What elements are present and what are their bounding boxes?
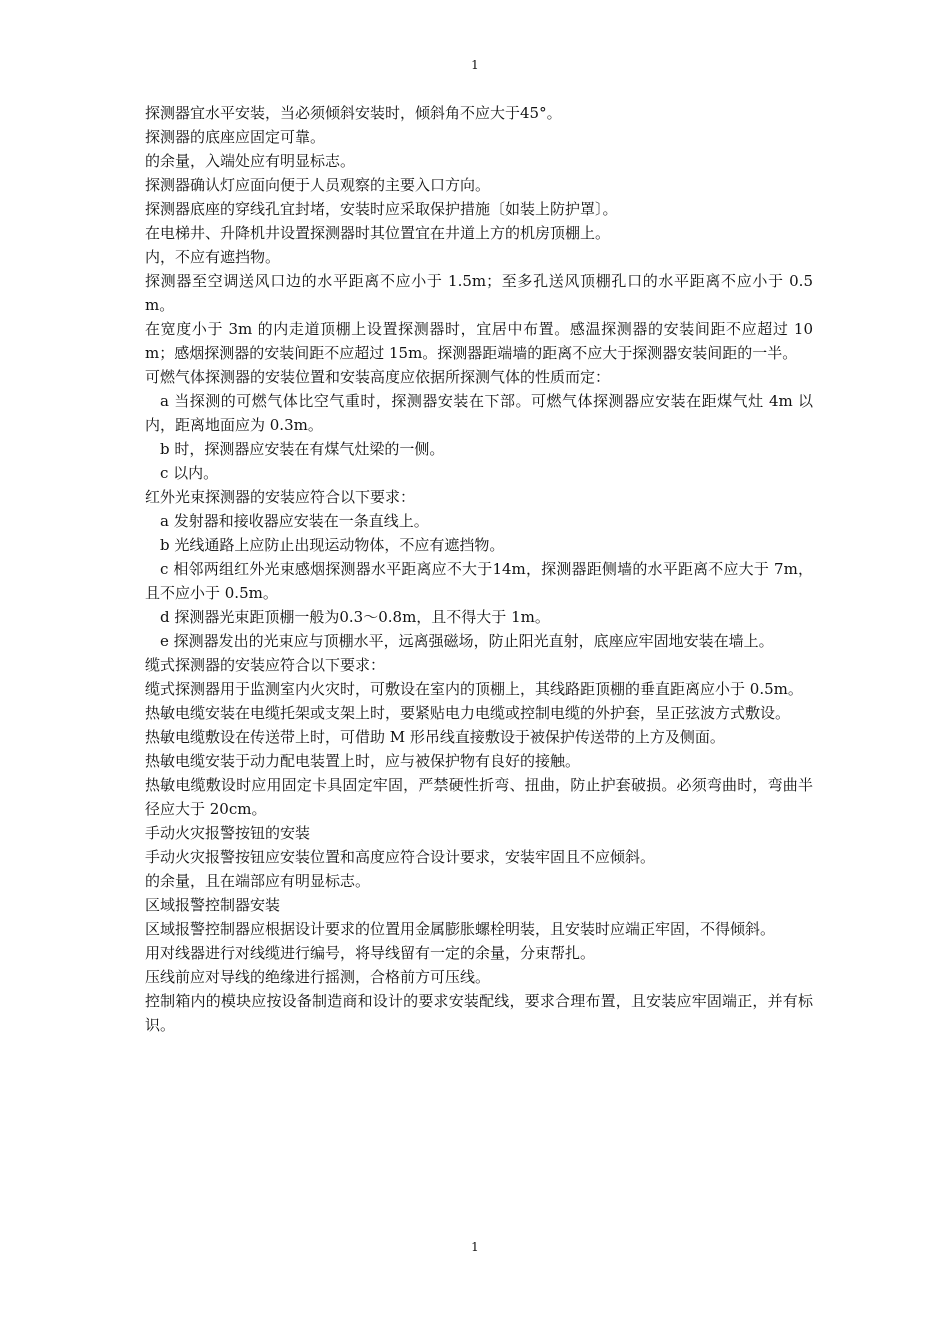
paragraph: 的余量，入端处应有明显标志。 [145, 152, 356, 170]
paragraph: e 探测器发出的光束应与顶棚水平，远离强磁场，防止阳光直射，底座应牢固地安装在墙上。 [160, 632, 774, 650]
paragraph: 在电梯井、升降机井设置探测器时其位置宜在井道上方的机房顶棚上。 [145, 224, 611, 242]
paragraph: 缆式探测器用于监测室内火灾时，可敷设在室内的顶棚上，其线路距顶棚的垂直距离应小于 0.5m。 [145, 680, 803, 698]
paragraph: 手动火灾报警按钮的安装 [145, 824, 311, 842]
paragraph: 探测器确认灯应面向便于人员观察的主要入口方向。 [145, 176, 491, 194]
paragraph: 热敏电缆敷设时应用固定卡具固定牢固，严禁硬性折弯、扭曲，防止护套破损。必须弯曲时，弯曲半径应大于 20cm。 [145, 776, 813, 818]
paragraph: 可燃气体探测器的安装位置和安装高度应依据所探测气体的性质而定： [145, 368, 611, 386]
paragraph: 的余量，且在端部应有明显标志。 [145, 872, 371, 890]
paragraph: 热敏电缆安装在电缆托架或支架上时，要紧贴电力电缆或控制电缆的外护套，呈正弦波方式敷设。 [145, 704, 791, 722]
paragraph: 探测器宜水平安装，当必须倾斜安装时，倾斜角不应大于45°。 [145, 104, 562, 122]
paragraph: c 相邻两组红外光束感烟探测器水平距离应不大于14m，探测器距侧墙的水平距离不应大于 7m，且不应小于 0.5m。 [145, 560, 813, 602]
paragraph: 手动火灾报警按钮应安装位置和高度应符合设计要求，安装牢固且不应倾斜。 [145, 848, 656, 866]
paragraph: 探测器至空调送风口边的水平距离不应小于 1.5m；至多孔送风顶棚孔口的水平距离不应小于 0.5m。 [145, 272, 813, 314]
paragraph: 热敏电缆敷设在传送带上时，可借助 M 形吊线直接敷设于被保护传送带的上方及侧面。 [145, 728, 725, 746]
paragraph: c 以内。 [160, 464, 219, 482]
paragraph: 区域报警控制器安装 [145, 896, 281, 914]
paragraph: 探测器的底座应固定可靠。 [145, 128, 326, 146]
page-number-bottom: 1 [471, 1240, 479, 1254]
paragraph: 压线前应对导线的绝缘进行摇测，合格前方可压线。 [145, 968, 491, 986]
paragraph: b 时，探测器应安装在有煤气灶梁的一侧。 [160, 440, 445, 458]
paragraph: d 探测器光束距顶棚一般为0.3～0.8m，且不得大于 1m。 [160, 608, 550, 626]
paragraph: 区域报警控制器应根据设计要求的位置用金属膨胀螺栓明装，且安装时应端正牢固，不得倾斜。 [145, 920, 776, 938]
paragraph: 缆式探测器的安装应符合以下要求： [145, 656, 386, 674]
paragraph: b 光线通路上应防止出现运动物体，不应有遮挡物。 [160, 536, 505, 554]
paragraph: 红外光束探测器的安装应符合以下要求： [145, 488, 416, 506]
paragraph: a 当探测的可燃气体比空气重时，探测器安装在下部。可燃气体探测器应安装在距煤气灶 4m 以内，距离地面应为 0.3m。 [145, 392, 813, 434]
paragraph: 在宽度小于 3m 的内走道顶棚上设置探测器时，宜居中布置。感温探测器的安装间距不应超过 10m；感烟探测器的安装间距不应超过 15m。探测器距端墙的距离不应大于探测器安装间距的一半。 [145, 320, 813, 362]
paragraph: a 发射器和接收器应安装在一条直线上。 [160, 512, 429, 530]
paragraph: 热敏电缆安装于动力配电装置上时，应与被保护物有良好的接触。 [145, 752, 581, 770]
paragraph: 探测器底座的穿线孔宜封堵，安装时应采取保护措施〔如装上防护罩〕。 [145, 200, 618, 218]
paragraph: 内，不应有遮挡物。 [145, 248, 281, 266]
document-body [145, 101, 813, 1037]
paragraph: 用对线器进行对线缆进行编号，将导线留有一定的余量，分束帮扎。 [145, 944, 596, 962]
page-number-top: 1 [471, 58, 479, 72]
paragraph: 控制箱内的模块应按设备制造商和设计的要求安装配线，要求合理布置，且安装应牢固端正，并有标识。 [145, 992, 813, 1034]
